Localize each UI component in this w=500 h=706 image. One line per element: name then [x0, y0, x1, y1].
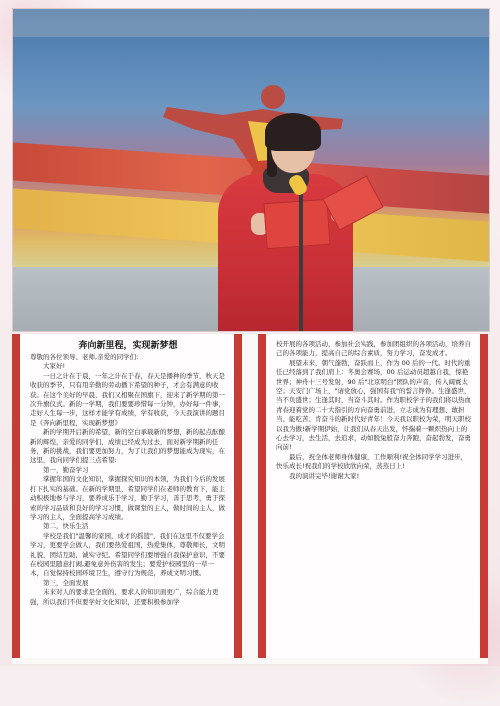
section-heading: 第三，全面发展 — [43, 578, 89, 587]
paragraph: 一日之计在于晨，一年之计在于春，春天是播种的季节，秋天是收获的季节，只有用辛勤的劳动播下希望的种子，才会有满意的收获。在这个美好的早晨，我们又相聚在国旗下，迎来了新学期的第一次升旗仪式。新的一学期，我们要要珍惜每一分钟，办好每一件事，走好人生每一步，这样才能学有成绩，学有收获，今天我演讲的题目是《奔向新里程，实现新梦想》 — [30, 371, 225, 427]
paragraph: 展望未来，朝气蓬勃，奋跃而上，作为 00 后的一代。时代的重任已经落到了我们肩上：冬奥会赛场，00 后运动员超越自我，惊艳世界；神舟十三号发射，90 后"北京明白"团队的声音，传入阔寰太空；天安门广场上，"请党放心，强国有我"的誓言铮铮。生逢盛世，当不负盛世；生逢其时，当奋斗其时。作为职校学子的我们将以热血青春迎着党的二十大指引的方向奋勇前进，立志成为有理想、敢担当、能吃苦、肯奋斗的新时代好青年！今天我以职校为荣，明天职校以我为傲!新学期伊始，让我们从春天出发，怀揣着一颗炽热向上的心去学习，去生活，去追求，动如脱兔般奋力奔跑，奋起勃发，奋勇向前! — [276, 358, 471, 452]
speech-document — [12, 334, 488, 664]
paragraph: 最后，祝全体老师身体健康，工作顺利!祝全体同学学习进步，快乐成长!祝我们的学校欣欣向荣，蒸蒸日上! — [276, 452, 468, 471]
speaker-hair — [265, 113, 321, 151]
greeting: 大家好! — [43, 362, 66, 371]
closing-line: 我的演讲完毕!谢谢大家! — [289, 471, 360, 480]
paragraph: 新的学期开启新的希望，新的空白承载新的梦想，新的起点酝酿新的辉煌，亲爱的同学们，成绩已经成为过去，面对新学期新的任务，新的挑战，我们要更加努力，为了让我们的梦想能成为现实，在这里，我向同学们提三点希望: — [30, 428, 225, 465]
paragraph: 掌握年国的文化知识，掌握探究知识的本领，为我们今后的发展打下扎实的基础。在新的学期里，希望同学们在老师的教育下，能主动积极地参与学习，要养成乐于学习，勤于学习，善于思考，勇于探索的学习品质和良好的学习习惯，做课堂的主人，做时间的主人，做学习的主人，全面提高学习成绩。 — [30, 475, 225, 521]
paragraph: 校开展的各项活动，参加社会实践，参加团组织的各项活动，培养自己的各项能力，提高自己的综合素质，努力学习，奋发成才。 — [276, 340, 471, 358]
document-left-column — [12, 334, 242, 658]
speech-photo — [12, 8, 490, 332]
paragraph: 学校是我们"温馨的家园，成才的摇篮"，我们在这里不仅要学会学习，更要学会做人，我们要热爱祖国，热爱集体，尊敬师长，文明礼貌，团结互助，诚实守纪。希望同学们要增强自我保护意识，不要在校园里随意打闹,避免意外伤害的发生；要爱护校园里的一草一木，自觉保持校园环境卫生，遵守行为规范，养成文明习惯。 — [30, 531, 225, 578]
section-heading: 第二，快乐生活 — [43, 522, 89, 531]
speech-title: 奔向新里程，实现新梦想 — [78, 341, 178, 351]
microphone-stand — [299, 189, 303, 331]
salutation: 尊敬的各位领导、老师,亲爱的同学们: — [30, 353, 139, 361]
speech-folder — [263, 199, 330, 249]
document-right-column — [258, 334, 488, 658]
section-heading: 第一，勤奋学习 — [43, 465, 89, 474]
paragraph: 未来对人的要求是全面的，要求人的知识面更广，综合能力更强，所以我们不但要学好文化知识，还要积极参加学 — [30, 588, 219, 606]
